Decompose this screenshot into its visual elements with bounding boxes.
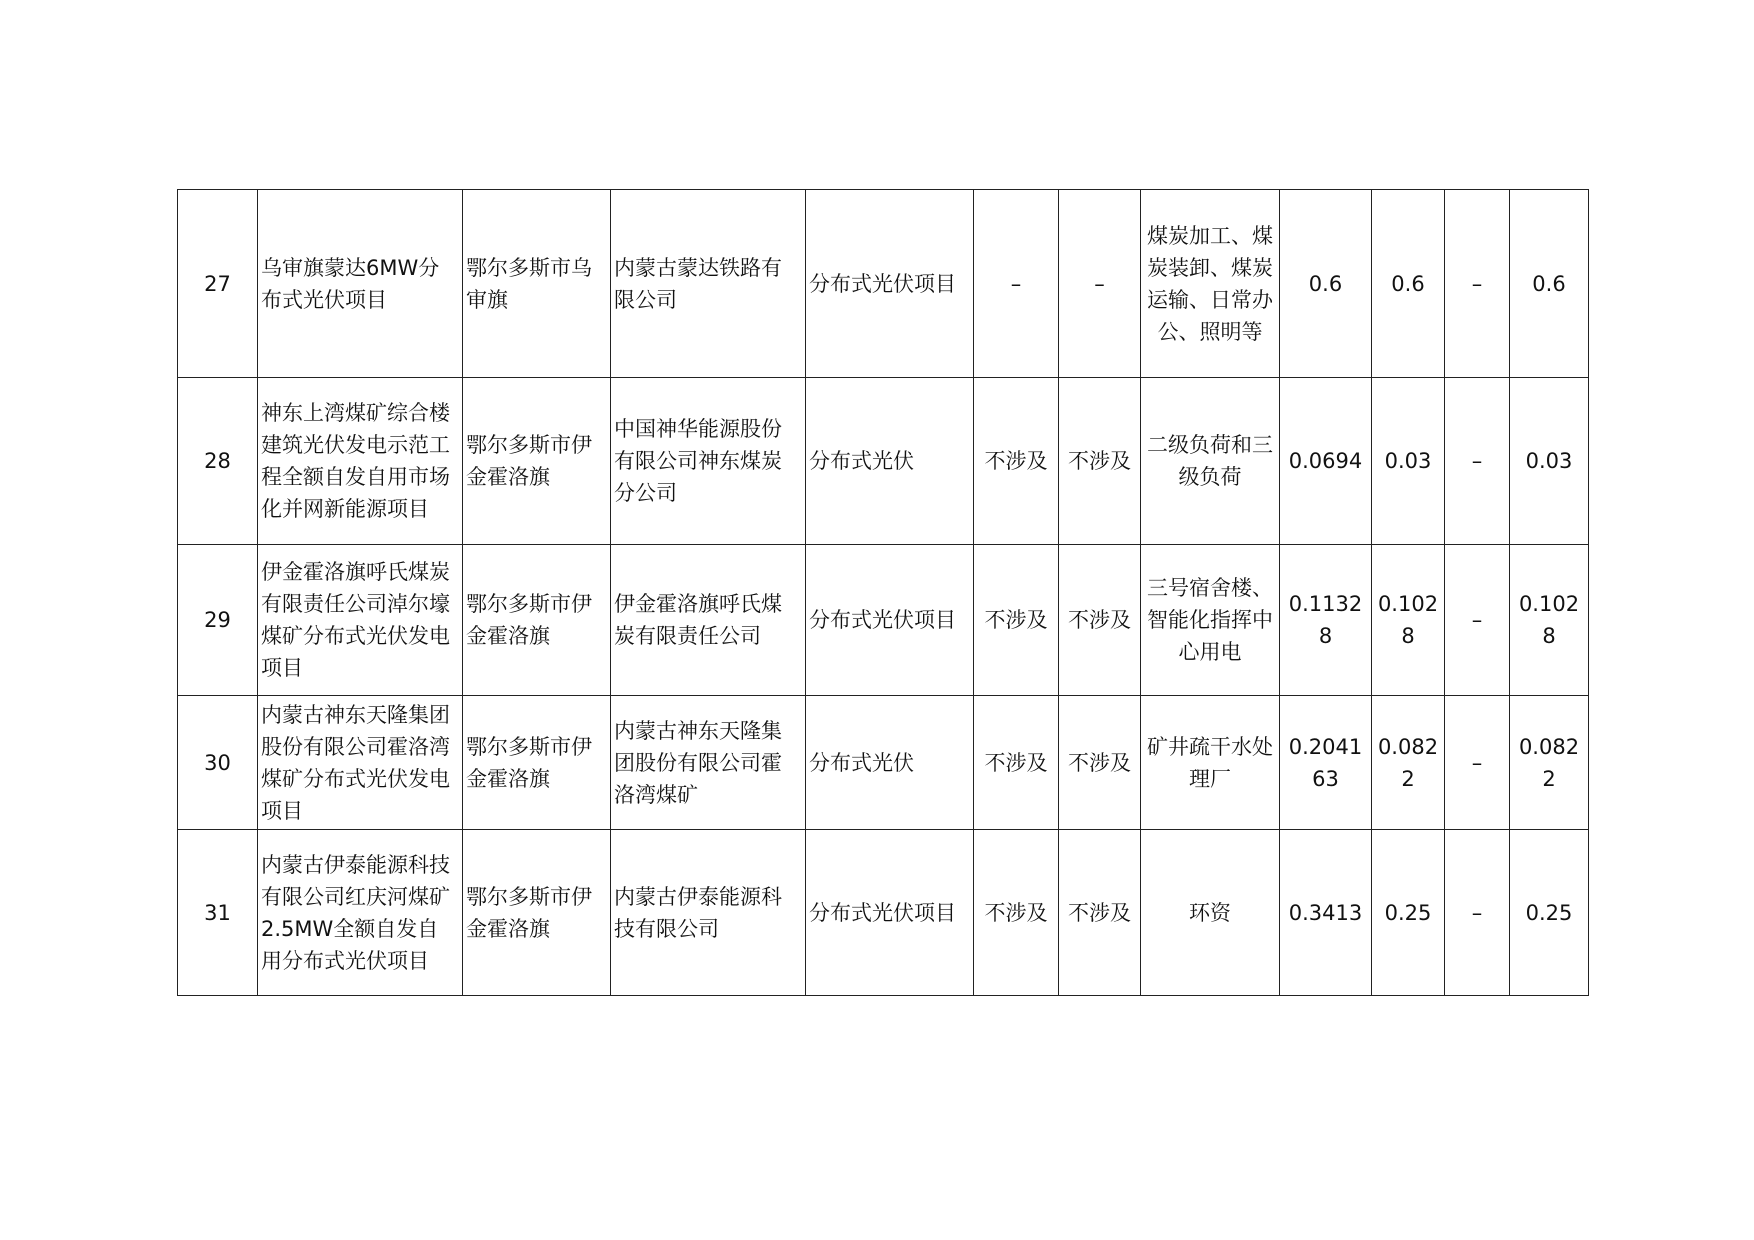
project-type: 分布式光伏项目 <box>806 190 974 378</box>
table-row <box>178 696 1589 830</box>
row-number: 27 <box>178 190 258 378</box>
value2-cell: 0.0822 <box>1372 696 1445 830</box>
project-name: 内蒙古伊泰能源科技有限公司红庆河煤矿2.5MW全额自发自用分布式光伏项目 <box>258 830 463 996</box>
value2-cell: 0.1028 <box>1372 545 1445 696</box>
row-number: 31 <box>178 830 258 996</box>
row-number: 29 <box>178 545 258 696</box>
value4-cell: 0.1028 <box>1510 545 1589 696</box>
project-location: 鄂尔多斯市伊金霍洛旗 <box>463 378 611 545</box>
value3-cell: – <box>1445 378 1510 545</box>
col7-cell: 不涉及 <box>1059 696 1141 830</box>
company-name: 伊金霍洛旗呼氏煤炭有限责任公司 <box>611 545 806 696</box>
project-name: 内蒙古神东天隆集团股份有限公司霍洛湾煤矿分布式光伏发电项目 <box>258 696 463 830</box>
value3-cell: – <box>1445 830 1510 996</box>
project-type: 分布式光伏项目 <box>806 545 974 696</box>
col6-cell: 不涉及 <box>974 545 1059 696</box>
value3-cell: – <box>1445 696 1510 830</box>
value4-cell: 0.6 <box>1510 190 1589 378</box>
project-location: 鄂尔多斯市伊金霍洛旗 <box>463 696 611 830</box>
col6-cell: 不涉及 <box>974 830 1059 996</box>
table-row <box>178 830 1589 996</box>
table-row <box>178 378 1589 545</box>
company-name: 中国神华能源股份有限公司神东煤炭分公司 <box>611 378 806 545</box>
value1-cell: 0.204163 <box>1280 696 1372 830</box>
load-description: 矿井疏干水处理厂 <box>1141 696 1280 830</box>
table-row <box>178 545 1589 696</box>
col6-cell: – <box>974 190 1059 378</box>
value3-cell: – <box>1445 545 1510 696</box>
col7-cell: – <box>1059 190 1141 378</box>
project-type: 分布式光伏项目 <box>806 830 974 996</box>
row-number: 30 <box>178 696 258 830</box>
value1-cell: 0.11328 <box>1280 545 1372 696</box>
row-number: 28 <box>178 378 258 545</box>
value2-cell: 0.03 <box>1372 378 1445 545</box>
company-name: 内蒙古蒙达铁路有限公司 <box>611 190 806 378</box>
value1-cell: 0.6 <box>1280 190 1372 378</box>
value4-cell: 0.0822 <box>1510 696 1589 830</box>
value4-cell: 0.25 <box>1510 830 1589 996</box>
project-name: 神东上湾煤矿综合楼建筑光伏发电示范工程全额自发自用市场化并网新能源项目 <box>258 378 463 545</box>
company-name: 内蒙古伊泰能源科技有限公司 <box>611 830 806 996</box>
col6-cell: 不涉及 <box>974 378 1059 545</box>
project-name: 伊金霍洛旗呼氏煤炭有限责任公司淖尔壕煤矿分布式光伏发电项目 <box>258 545 463 696</box>
project-location: 鄂尔多斯市伊金霍洛旗 <box>463 830 611 996</box>
load-description: 煤炭加工、煤炭装卸、煤炭运输、日常办公、照明等 <box>1141 190 1280 378</box>
value4-cell: 0.03 <box>1510 378 1589 545</box>
col7-cell: 不涉及 <box>1059 545 1141 696</box>
load-description: 环资 <box>1141 830 1280 996</box>
company-name: 内蒙古神东天隆集团股份有限公司霍洛湾煤矿 <box>611 696 806 830</box>
value1-cell: 0.0694 <box>1280 378 1372 545</box>
project-table <box>177 189 1589 996</box>
col7-cell: 不涉及 <box>1059 378 1141 545</box>
value1-cell: 0.3413 <box>1280 830 1372 996</box>
project-location: 鄂尔多斯市伊金霍洛旗 <box>463 545 611 696</box>
col6-cell: 不涉及 <box>974 696 1059 830</box>
value2-cell: 0.25 <box>1372 830 1445 996</box>
project-location: 鄂尔多斯市乌审旗 <box>463 190 611 378</box>
table-row <box>178 190 1589 378</box>
value2-cell: 0.6 <box>1372 190 1445 378</box>
project-name: 乌审旗蒙达6MW分布式光伏项目 <box>258 190 463 378</box>
value3-cell: – <box>1445 190 1510 378</box>
project-type: 分布式光伏 <box>806 378 974 545</box>
load-description: 二级负荷和三级负荷 <box>1141 378 1280 545</box>
load-description: 三号宿舍楼、智能化指挥中心用电 <box>1141 545 1280 696</box>
project-type: 分布式光伏 <box>806 696 974 830</box>
col7-cell: 不涉及 <box>1059 830 1141 996</box>
